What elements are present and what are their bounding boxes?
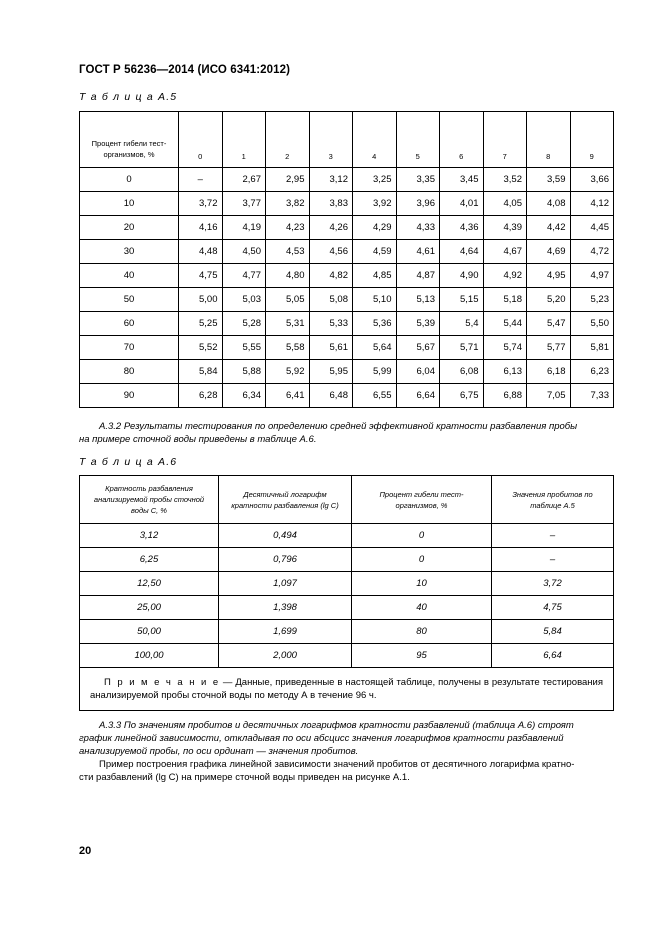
table-a5-header-row — [80, 112, 614, 168]
table-row — [80, 168, 614, 192]
table-cell: 5,44 — [483, 312, 527, 336]
table-cell: 4,29 — [353, 216, 397, 240]
table-cell: 4,05 — [483, 192, 527, 216]
table-cell: 4,36 — [440, 216, 484, 240]
table-cell: 7,33 — [570, 384, 614, 408]
table-cell: 5,28 — [222, 312, 266, 336]
table-a6-caption: Т а б л и ц а А.6 — [79, 456, 178, 468]
table-cell: 5,84 — [179, 360, 223, 384]
table-cell: 5,36 — [353, 312, 397, 336]
row-label-cell: 60 — [80, 312, 179, 336]
table-row — [80, 264, 614, 288]
table-cell: 3,66 — [570, 168, 614, 192]
table-cell: 40 — [352, 596, 492, 620]
row-label-cell: 10 — [80, 192, 179, 216]
paragraph-line: сти разбавлений (lg С) на примере сточной воды приведен на рисунке А.1. — [79, 772, 410, 783]
table-cell: 3,35 — [396, 168, 440, 192]
table-cell: 5,52 — [179, 336, 223, 360]
paragraph-line: график линейной зависимости, откладывая по оси абсцисс значения логарифмов кратности разбавлений — [79, 733, 564, 744]
table-cell: 2,67 — [222, 168, 266, 192]
table-cell: 50,00 — [80, 620, 219, 644]
table-cell: 3,12 — [80, 524, 219, 548]
table-cell: 4,75 — [179, 264, 223, 288]
table-cell: 4,77 — [222, 264, 266, 288]
table-cell: 5,77 — [527, 336, 571, 360]
table-cell: 6,48 — [309, 384, 353, 408]
table-cell: 5,64 — [353, 336, 397, 360]
table-cell: 6,18 — [527, 360, 571, 384]
table-cell: 5,05 — [266, 288, 310, 312]
table-cell: 5,74 — [483, 336, 527, 360]
table-a6-note — [80, 668, 614, 711]
table-cell: 6,25 — [80, 548, 219, 572]
table-row — [80, 572, 614, 596]
table-cell: 4,85 — [353, 264, 397, 288]
table-cell: 10 — [352, 572, 492, 596]
table-cell: 6,28 — [179, 384, 223, 408]
table-a6-header-row — [80, 476, 614, 524]
table-cell: 5,10 — [353, 288, 397, 312]
table-cell: 5,15 — [440, 288, 484, 312]
table-cell: – — [492, 548, 614, 572]
table-cell: 1,398 — [219, 596, 352, 620]
row-label-cell: 70 — [80, 336, 179, 360]
table-cell: 4,50 — [222, 240, 266, 264]
table-cell: 4,56 — [309, 240, 353, 264]
table-cell: 4,72 — [570, 240, 614, 264]
table-a5-col-header: 9 — [570, 112, 614, 168]
table-cell: 0,796 — [219, 548, 352, 572]
table-row — [80, 192, 614, 216]
table-row — [80, 524, 614, 548]
table-a5-col-header: 6 — [440, 112, 484, 168]
table-cell: – — [492, 524, 614, 548]
table-cell: 5,18 — [483, 288, 527, 312]
table-cell: 4,39 — [483, 216, 527, 240]
table-cell: 4,19 — [222, 216, 266, 240]
table-a6-col-header: Процент гибели тест-организмов, % — [352, 476, 492, 524]
table-cell: 5,08 — [309, 288, 353, 312]
table-cell: 3,72 — [492, 572, 614, 596]
table-a6-col-header: Кратность разбавления анализируемой пробы сточной воды С, % — [80, 476, 219, 524]
table-cell: 5,55 — [222, 336, 266, 360]
table-a5-col-header: 0 — [179, 112, 223, 168]
table-a5-col-header: 5 — [396, 112, 440, 168]
table-row — [80, 548, 614, 572]
table-cell: 4,45 — [570, 216, 614, 240]
table-cell: 4,42 — [527, 216, 571, 240]
table-cell: 4,16 — [179, 216, 223, 240]
table-cell: 4,69 — [527, 240, 571, 264]
row-label-cell: 50 — [80, 288, 179, 312]
table-cell: 4,08 — [527, 192, 571, 216]
table-a5-col-header: 4 — [353, 112, 397, 168]
table-cell: 4,67 — [483, 240, 527, 264]
table-row — [80, 596, 614, 620]
paragraph-line: А.3.2 Результаты тестирования по определению средней эффективной кратности разбавления пробы — [99, 421, 578, 432]
table-cell: 4,26 — [309, 216, 353, 240]
table-cell: 4,61 — [396, 240, 440, 264]
table-cell: 4,01 — [440, 192, 484, 216]
table-cell: 4,90 — [440, 264, 484, 288]
note-label: П р и м е ч а н и е — [104, 677, 220, 688]
paragraph-a32 — [79, 420, 614, 446]
table-cell: 5,81 — [570, 336, 614, 360]
table-cell: 3,12 — [309, 168, 353, 192]
table-cell: 3,72 — [179, 192, 223, 216]
table-a5-col-header: 3 — [309, 112, 353, 168]
table-cell: 6,75 — [440, 384, 484, 408]
table-cell: 4,64 — [440, 240, 484, 264]
table-a5-caption: Т а б л и ц а А.5 — [79, 91, 178, 103]
table-cell: 6,64 — [396, 384, 440, 408]
table-cell: 0 — [352, 548, 492, 572]
table-cell: 5,99 — [353, 360, 397, 384]
table-row — [80, 384, 614, 408]
paragraph-a33 — [79, 719, 614, 758]
table-cell: 1,097 — [219, 572, 352, 596]
table-cell: – — [179, 168, 223, 192]
table-a5-col-header: 1 — [222, 112, 266, 168]
table-a6-note-row — [80, 668, 614, 711]
table-row — [80, 620, 614, 644]
table-cell: 3,96 — [396, 192, 440, 216]
table-cell: 7,05 — [527, 384, 571, 408]
table-cell: 5,39 — [396, 312, 440, 336]
table-cell: 6,13 — [483, 360, 527, 384]
table-a6 — [79, 475, 614, 711]
table-cell: 100,00 — [80, 644, 219, 668]
table-cell: 5,61 — [309, 336, 353, 360]
paragraph-line: на примере сточной воды приведены в таблице А.6. — [79, 434, 317, 445]
table-cell: 4,80 — [266, 264, 310, 288]
table-a5-col-header: 8 — [527, 112, 571, 168]
table-cell: 5,92 — [266, 360, 310, 384]
table-cell: 4,23 — [266, 216, 310, 240]
row-label-cell: 30 — [80, 240, 179, 264]
table-cell: 6,64 — [492, 644, 614, 668]
table-cell: 0 — [352, 524, 492, 548]
table-cell: 3,45 — [440, 168, 484, 192]
table-cell: 5,33 — [309, 312, 353, 336]
table-cell: 5,95 — [309, 360, 353, 384]
table-a6-col-header: Десятичный логарифм кратности разбавления (lg С) — [219, 476, 352, 524]
table-cell: 4,87 — [396, 264, 440, 288]
table-cell: 5,84 — [492, 620, 614, 644]
table-cell: 4,53 — [266, 240, 310, 264]
table-cell: 5,20 — [527, 288, 571, 312]
table-cell: 3,52 — [483, 168, 527, 192]
note-text: — Данные, приведенные в настоящей таблице, получены в результате тестирования анализируемой пробы сточной воды по методу А в течение 96 ч. — [90, 677, 603, 701]
table-cell: 0,494 — [219, 524, 352, 548]
table-cell: 4,48 — [179, 240, 223, 264]
table-cell: 5,47 — [527, 312, 571, 336]
table-cell: 5,71 — [440, 336, 484, 360]
table-cell: 80 — [352, 620, 492, 644]
table-cell: 5,67 — [396, 336, 440, 360]
table-cell: 25,00 — [80, 596, 219, 620]
table-a5-col-header: 2 — [266, 112, 310, 168]
table-cell: 3,59 — [527, 168, 571, 192]
table-cell: 5,4 — [440, 312, 484, 336]
table-cell: 1,699 — [219, 620, 352, 644]
table-row — [80, 644, 614, 668]
table-cell: 4,59 — [353, 240, 397, 264]
row-label-cell: 20 — [80, 216, 179, 240]
table-cell: 6,08 — [440, 360, 484, 384]
table-cell: 5,23 — [570, 288, 614, 312]
paragraph-line: А.3.3 По значениям пробитов и десятичных логарифмов кратности разбавлений (таблица А.6) строят — [99, 720, 574, 731]
table-cell: 4,75 — [492, 596, 614, 620]
table-cell: 4,95 — [527, 264, 571, 288]
table-cell: 3,92 — [353, 192, 397, 216]
table-row — [80, 312, 614, 336]
table-cell: 6,34 — [222, 384, 266, 408]
table-cell: 5,03 — [222, 288, 266, 312]
table-row — [80, 336, 614, 360]
table-cell: 95 — [352, 644, 492, 668]
table-cell: 3,77 — [222, 192, 266, 216]
table-cell: 5,00 — [179, 288, 223, 312]
page-number: 20 — [79, 845, 92, 857]
table-row — [80, 288, 614, 312]
table-a5-row-header: Процент гибели тест-организмов, % — [80, 112, 179, 168]
table-cell: 5,31 — [266, 312, 310, 336]
row-label-cell: 40 — [80, 264, 179, 288]
table-cell: 5,88 — [222, 360, 266, 384]
table-cell: 6,55 — [353, 384, 397, 408]
table-cell: 5,13 — [396, 288, 440, 312]
table-cell: 6,23 — [570, 360, 614, 384]
paragraph-line: Пример построения графика линейной зависимости значений пробитов от десятичного логарифма кратно- — [99, 759, 575, 770]
table-cell: 6,88 — [483, 384, 527, 408]
row-label-cell: 90 — [80, 384, 179, 408]
table-cell: 4,12 — [570, 192, 614, 216]
table-cell: 4,33 — [396, 216, 440, 240]
table-cell: 3,25 — [353, 168, 397, 192]
table-cell: 5,50 — [570, 312, 614, 336]
row-label-cell: 0 — [80, 168, 179, 192]
table-a5 — [79, 111, 614, 408]
table-cell: 5,58 — [266, 336, 310, 360]
table-a5-col-header: 7 — [483, 112, 527, 168]
table-cell: 4,92 — [483, 264, 527, 288]
table-cell: 5,25 — [179, 312, 223, 336]
table-cell: 2,95 — [266, 168, 310, 192]
row-label-cell: 80 — [80, 360, 179, 384]
table-row — [80, 240, 614, 264]
table-cell: 2,000 — [219, 644, 352, 668]
table-cell: 6,04 — [396, 360, 440, 384]
table-cell: 4,82 — [309, 264, 353, 288]
table-cell: 3,83 — [309, 192, 353, 216]
document-header: ГОСТ Р 56236—2014 (ИСО 6341:2012) — [79, 64, 291, 76]
table-cell: 3,82 — [266, 192, 310, 216]
paragraph-line: анализируемой пробы, по оси ординат — значения пробитов. — [79, 746, 359, 757]
table-cell: 12,50 — [80, 572, 219, 596]
table-cell: 6,41 — [266, 384, 310, 408]
paragraph-example — [79, 758, 614, 784]
table-row — [80, 360, 614, 384]
table-a6-col-header: Значения пробитов по таблице А.5 — [492, 476, 614, 524]
table-row — [80, 216, 614, 240]
table-cell: 4,97 — [570, 264, 614, 288]
